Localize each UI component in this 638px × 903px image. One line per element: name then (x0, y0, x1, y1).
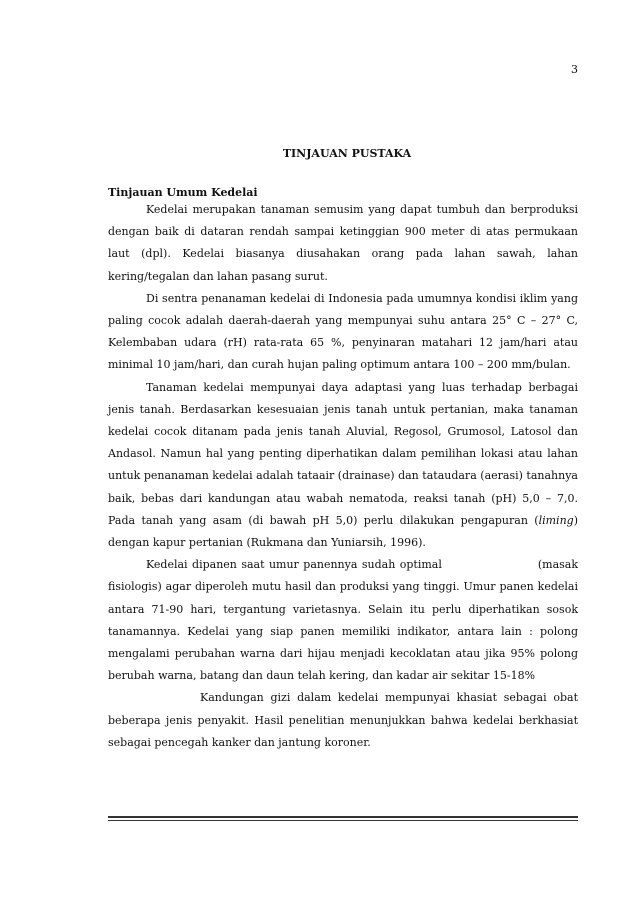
body-text (108, 199, 578, 754)
paragraph-4-lead: Kedelai dipanen saat umur panennya sudah optimal (146, 558, 442, 572)
paragraph-2: Di sentra penanaman kedelai di Indonesia pada umumnya kondisi iklim yang paling cocok adalah daerah-daerah yang mempunyai suhu antara 25° C – 27° C, Kelembaban udara (rH) rata-rata 65 %, penyinaran matahari 12 jam/hari atau minimal 10 jam/hari, dan curah hujan paling optimum antara 100 – 200 mm/bulan. (108, 291, 578, 372)
footer-rule-thin (108, 820, 578, 821)
paragraph-4 (108, 554, 578, 687)
paragraph-4-text: (masak fisiologis) agar diperoleh mutu hasil dan produksi yang tinggi. Umur panen kedelai antara 71-90 hari, tergantung varietasnya. Selain itu perlu diperhatikan sosok tanamannya. Kedelai yang siap panen memiliki indikator, antara lain : polong mengalami perubahan warna dari hijau menjadi kecoklatan atau jika 95% polong berubah warna, batang dan daun telah kering, dan kadar air sekitar 15-18% (108, 558, 578, 683)
page-number: 3 (571, 63, 578, 76)
liming-term: liming (538, 513, 574, 527)
paragraph-3-tail: ) dengan kapur pertanian (Rukmana dan Yuniarsih, 1996). (108, 513, 578, 550)
page-title: TINJAUAN PUSTAKA (282, 147, 412, 160)
paragraph-3-text: Tanaman kedelai mempunyai daya adaptasi yang luas terhadap berbagai jenis tanah. Berdasarkan kesesuaian jenis tanah untuk pertanian, maka tanaman kedelai cocok ditanam pada jenis tanah Aluvial, Regosol, Grumosol, Latosol dan Andasol. Namun hal yang penting diperhatikan dalam pemilihan lokasi atau lahan untuk penanaman kedelai adalah tataair (drainase) dan tataudara (aerasi) tanahnya baik, bebas dari kandungan atau wabah nematoda, reaksi tanah (pH) 5,0 – 7,0. Pada tanah yang asam (di bawah pH 5,0) perlu dilakukan pengapuran ( (108, 380, 578, 527)
paragraph-1: Kedelai merupakan tanaman semusim yang dapat tumbuh dan berproduksi dengan baik di dataran rendah sampai ketinggian 900 meter di atas permukaan laut (dpl). Kedelai biasanya diusahakan orang pada lahan sawah, lahan kering/tegalan dan lahan pasang surut. (108, 203, 578, 283)
paragraph-3 (108, 377, 578, 555)
footer-rule (108, 816, 578, 818)
paragraph-5: Kandungan gizi dalam kedelai mempunyai khasiat sebagai obat beberapa jenis penyakit. Hasil penelitian menunjukkan bahwa kedelai berkhasiat sebagai pencegah kanker dan jantung koroner. (108, 691, 578, 749)
section-heading: Tinjauan Umum Kedelai (108, 186, 258, 199)
